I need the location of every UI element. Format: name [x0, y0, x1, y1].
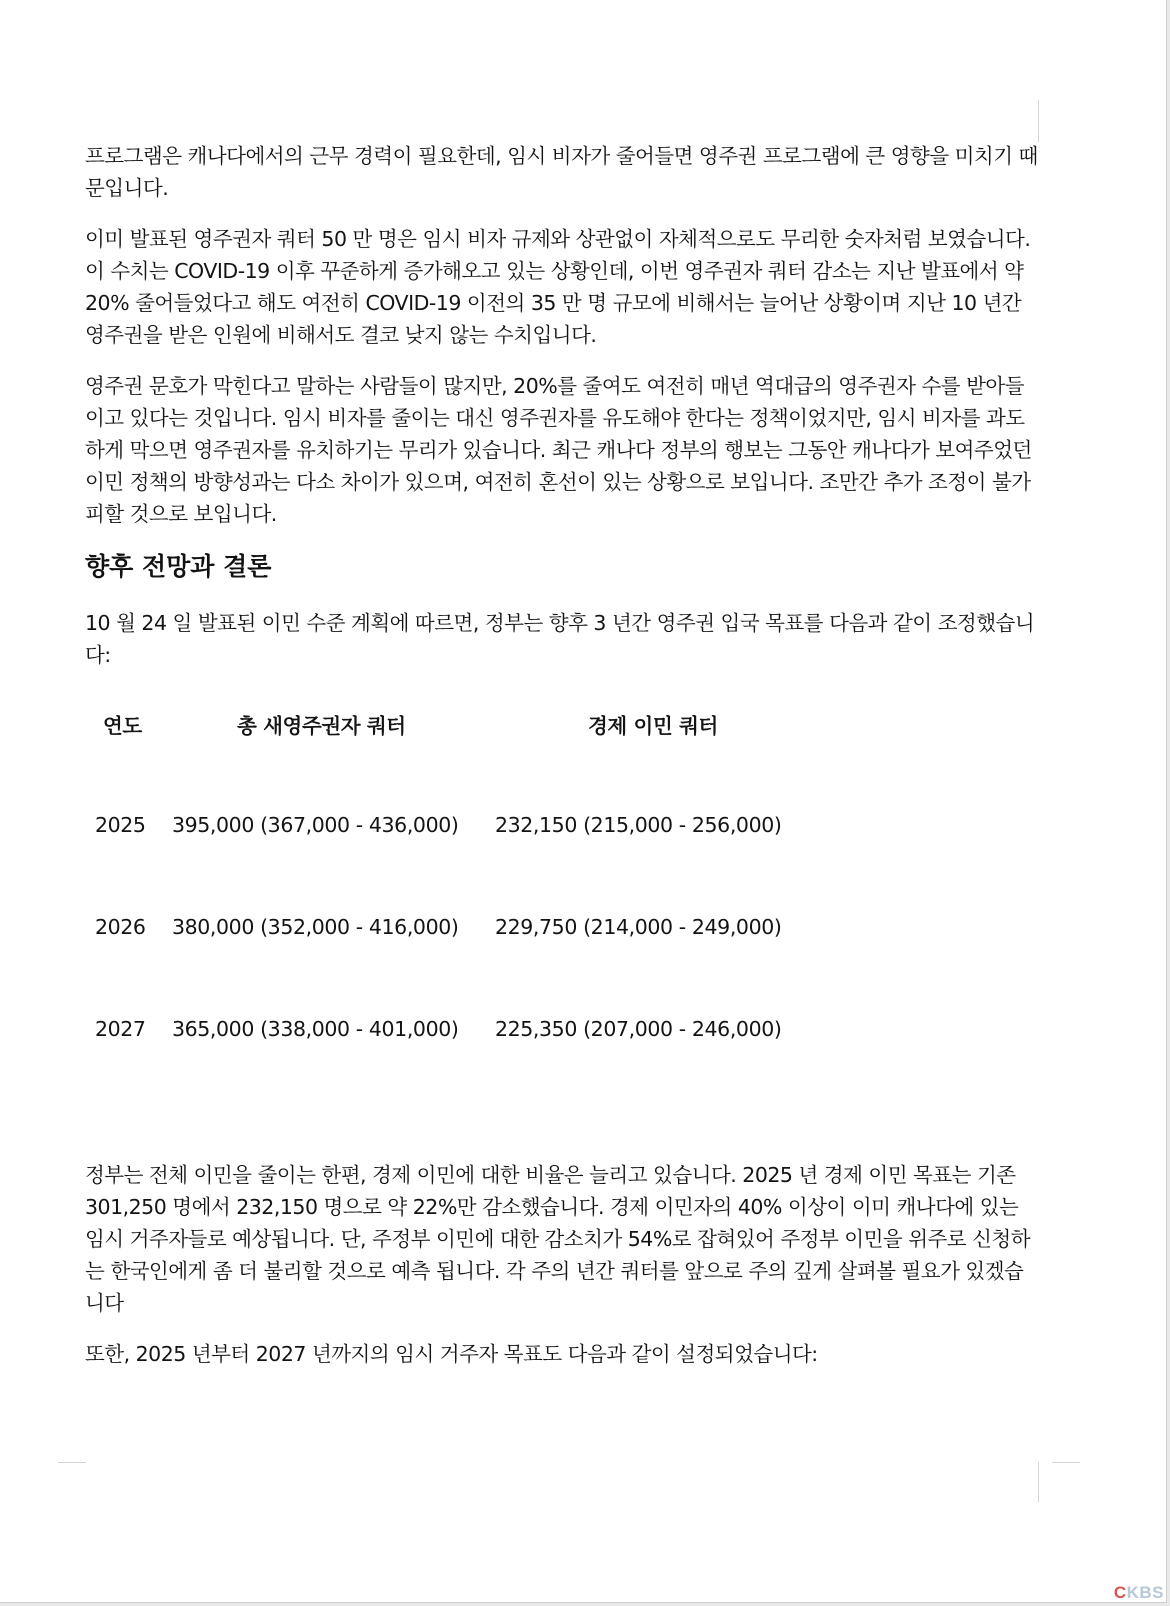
- paragraph: 정부는 전체 이민을 줄이는 한편, 경제 이민에 대한 비율은 늘리고 있습니다. 2025 년 경제 이민 목표는 기존 301,250 명에서 232,150 명으로 약 22%만 감소했습니다. 경제 이민자의 40% 이상이 이미 캐나다에 있는 임시 거주자들로 예상됩니다. 단, 주정부 이민에 대한 감소치가 54%로 잡혀있어 주정부 이민을 위주로 신청하는 한국인에게 좀 더 불리할 것으로 예측 됩니다. 각 주의 년간 쿼터를 앞으로 주의 깊게 살펴볼 필요가 있겠습니다: [85, 1163, 1031, 1315]
- table-cell-economic: 229,750 (214,000 - 249,000): [495, 915, 782, 939]
- crop-mark: [58, 1462, 86, 1463]
- table-header-year: 연도: [103, 714, 142, 738]
- paragraph: 프로그램은 캐나다에서의 근무 경력이 필요한데, 임시 비자가 줄어들면 영주권 프로그램에 큰 영향을 미치기 때문입니다.: [85, 144, 1038, 200]
- logo-text: KBS: [1126, 1583, 1164, 1602]
- paragraph: 또한, 2025 년부터 2027 년까지의 임시 거주자 목표도 다음과 같이 설정되었습니다:: [85, 1342, 818, 1366]
- crop-mark: [1038, 1462, 1039, 1502]
- table-cell-total: 365,000 (338,000 - 401,000): [172, 1017, 459, 1041]
- table-cell-year: 2026: [95, 915, 146, 939]
- section-heading: 향후 전망과 결론: [85, 552, 272, 581]
- table-header-economic-quota: 경제 이민 쿼터: [588, 714, 718, 738]
- table-cell-year: 2025: [95, 813, 146, 837]
- table-header-total-quota: 총 새영주권자 쿼터: [237, 714, 406, 738]
- table-cell-economic: 225,350 (207,000 - 246,000): [495, 1017, 782, 1041]
- crop-mark: [1038, 100, 1039, 142]
- table-cell-year: 2027: [95, 1017, 146, 1041]
- ckbs-logo: [1114, 1583, 1164, 1603]
- document-body: [85, 140, 1040, 1389]
- table-cell-total: 395,000 (367,000 - 436,000): [172, 813, 459, 837]
- logo-letter: C: [1113, 1583, 1127, 1602]
- table-cell-economic: 232,150 (215,000 - 256,000): [495, 813, 782, 837]
- immigration-quota-table: [85, 709, 1040, 1139]
- paragraph: 10 월 24 일 발표된 이민 수준 계획에 따르면, 정부는 향후 3 년간 영주권 입국 목표를 다음과 같이 조정했습니다:: [85, 611, 1035, 667]
- paragraph: 이미 발표된 영주권자 쿼터 50 만 명은 임시 비자 규제와 상관없이 자체적으로도 무리한 숫자처럼 보였습니다. 이 수치는 COVID-19 이후 꾸준하게 증가해오고 있는 상황인데, 이번 영주권자 쿼터 감소는 지난 발표에서 약 20% 줄어들었다고 해도 여전히 COVID-19 이전의 35 만 명 규모에 비해서는 늘어난 상황이며 지난 10 년간 영주권을 받은 인원에 비해서도 결코 낮지 않는 수치입니다.: [85, 227, 1031, 347]
- crop-mark: [1052, 1462, 1080, 1463]
- paragraph: 영주권 문호가 막힌다고 말하는 사람들이 많지만, 20%를 줄여도 여전히 매년 역대급의 영주권자 수를 받아들이고 있다는 것입니다. 임시 비자를 줄이는 대신 영주권자를 유도해야 한다는 정책이었지만, 임시 비자를 과도하게 막으면 영주권자를 유치하기는 무리가 있습니다. 최근 캐나다 정부의 행보는 그동안 캐나다가 보여주었던 이민 정책의 방향성과는 다소 차이가 있으며, 여전히 혼선이 있는 상황으로 보입니다. 조만간 추가 조정이 불가피할 것으로 보입니다.: [85, 374, 1032, 526]
- table-cell-total: 380,000 (352,000 - 416,000): [172, 915, 459, 939]
